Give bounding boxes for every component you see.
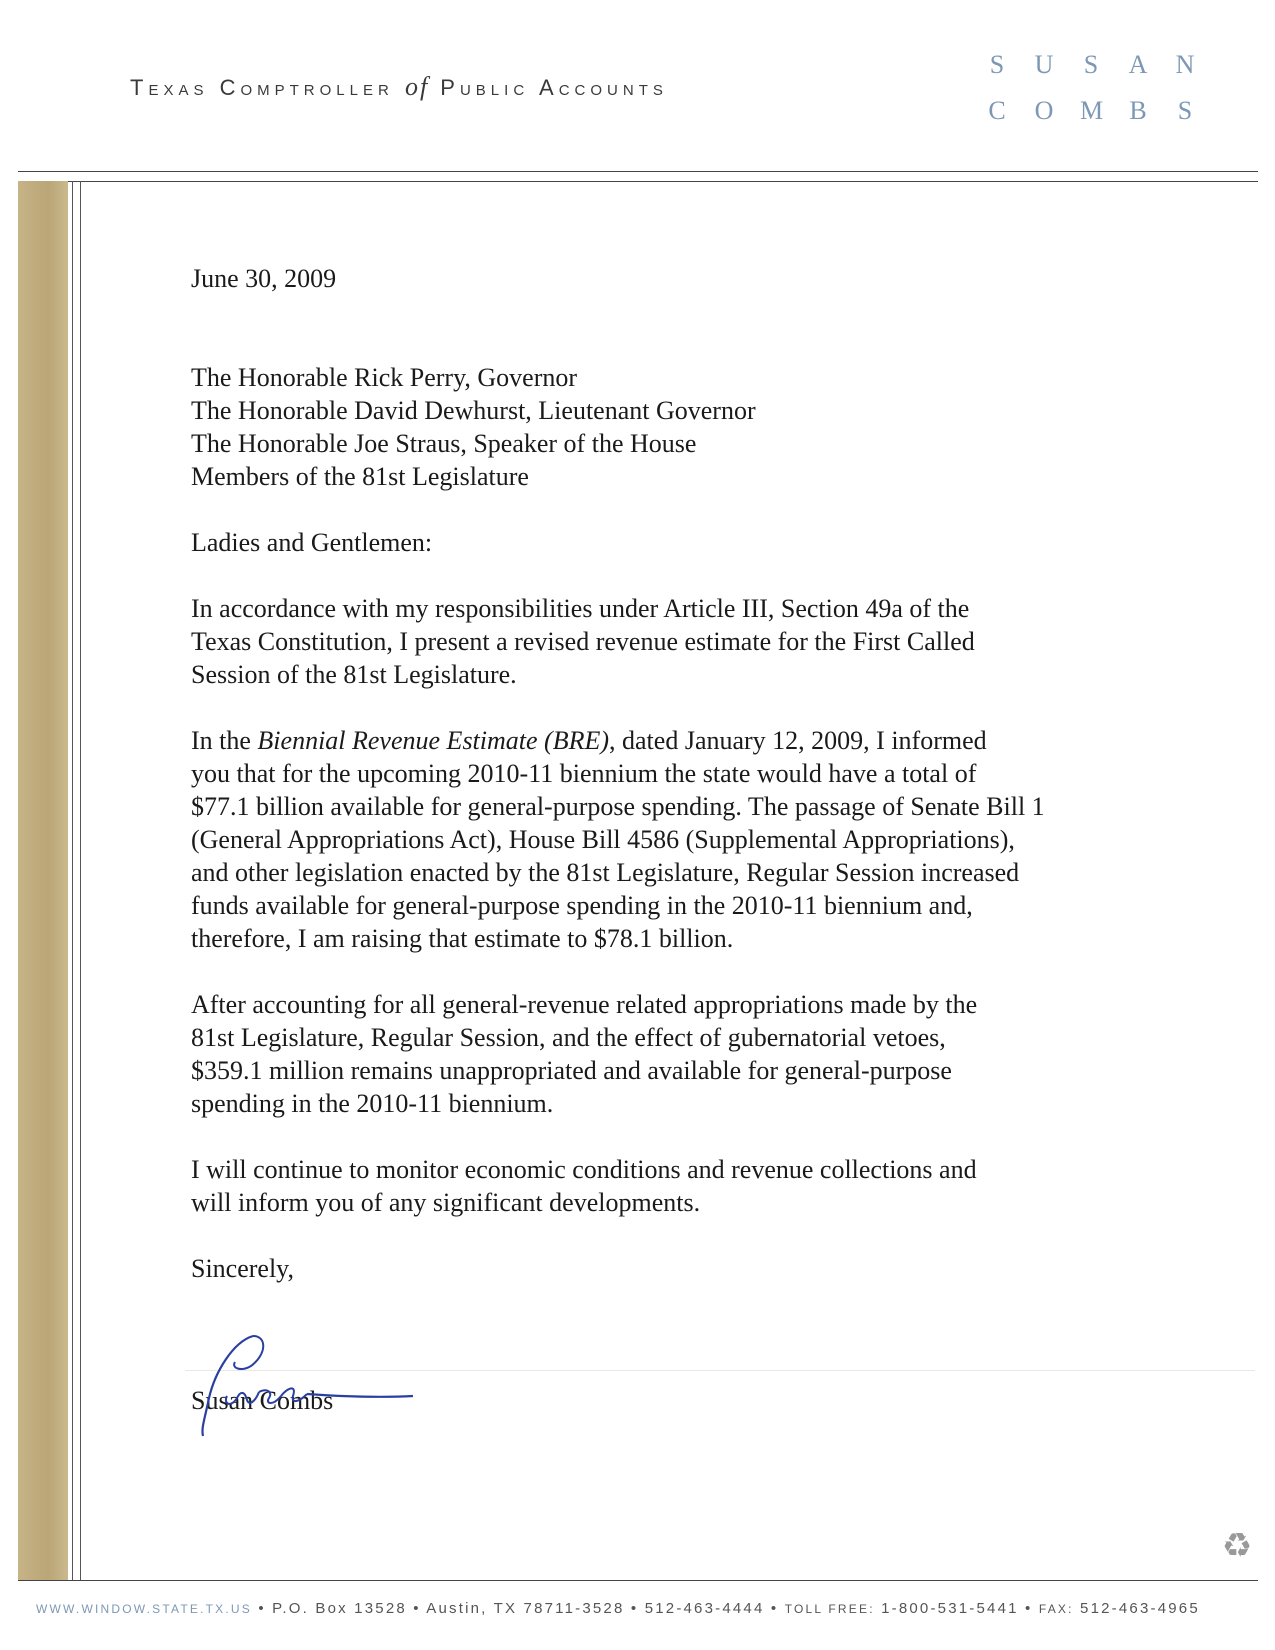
paragraph-1 bbox=[191, 592, 1171, 691]
handwritten-signature bbox=[175, 1332, 435, 1442]
footer-website-link[interactable]: WWW.WINDOW.STATE.TX.US bbox=[36, 1602, 252, 1616]
name-letter: B bbox=[1129, 96, 1147, 125]
bre-title: Biennial Revenue Estimate (BRE) bbox=[257, 726, 610, 755]
text-line: therefore, I am raising that estimate to $78.1 billion. bbox=[191, 924, 734, 953]
agency-title bbox=[130, 72, 668, 102]
footer-divider bbox=[18, 1580, 1258, 1581]
agency-title-part2: Public Accounts bbox=[440, 75, 668, 100]
footer-fax: 512-463-4965 bbox=[1080, 1600, 1200, 1617]
text-line: I will continue to monitor economic conditions and revenue collections and bbox=[191, 1155, 977, 1184]
paragraph-2 bbox=[191, 724, 1171, 955]
text-line: $77.1 billion available for general-purpose spending. The passage of Senate Bill 1 bbox=[191, 792, 1045, 821]
footer-toll-free: 1-800-531-5441 • bbox=[881, 1600, 1033, 1617]
text-line: spending in the 2010-11 biennium. bbox=[191, 1089, 554, 1118]
name-letter: C bbox=[988, 96, 1006, 125]
name-letter: N bbox=[1175, 50, 1195, 79]
letter-body bbox=[191, 262, 1171, 1417]
text-line: 81st Legislature, Regular Session, and the effect of gubernatorial vetoes, bbox=[191, 1023, 946, 1052]
margin-rule bbox=[72, 181, 73, 1581]
text-line: will inform you of any significant developments. bbox=[191, 1188, 701, 1217]
recycle-icon: ♻ bbox=[1221, 1526, 1253, 1566]
footer-toll-free-label: TOLL FREE: bbox=[784, 1602, 875, 1616]
text-line: funds available for general-purpose spending in the 2010-11 biennium and, bbox=[191, 891, 973, 920]
name-row-first bbox=[986, 50, 1196, 96]
name-letter: U bbox=[1034, 50, 1054, 79]
name-letter: S bbox=[1177, 96, 1193, 125]
text-line: $359.1 million remains unappropriated and available for general-purpose bbox=[191, 1056, 952, 1085]
salutation: Ladies and Gentlemen: bbox=[191, 528, 433, 557]
margin-rule bbox=[80, 181, 81, 1581]
letter-date: June 30, 2009 bbox=[191, 264, 337, 293]
name-letter: M bbox=[1080, 96, 1104, 125]
footer-contact bbox=[36, 1600, 1256, 1617]
name-letter: S bbox=[989, 50, 1005, 79]
paragraph-4 bbox=[191, 1153, 1171, 1219]
name-letter: S bbox=[1083, 50, 1099, 79]
header-divider-inner bbox=[18, 181, 1258, 182]
recipient-line: Members of the 81st Legislature bbox=[191, 462, 529, 491]
agency-title-part1: Texas Comptroller bbox=[130, 75, 394, 100]
footer-fax-label: FAX: bbox=[1038, 1602, 1074, 1616]
comptroller-name-block bbox=[986, 50, 1196, 142]
recipient-line: The Honorable Joe Straus, Speaker of the House bbox=[191, 429, 697, 458]
header-divider bbox=[18, 171, 1258, 172]
text-line bbox=[191, 724, 1171, 757]
text-line: In accordance with my responsibilities under Article III, Section 49a of the bbox=[191, 594, 970, 623]
text-line: you that for the upcoming 2010-11 biennium the state would have a total of bbox=[191, 759, 977, 788]
signer-name: Susan Combs bbox=[191, 1386, 334, 1415]
paragraph-3 bbox=[191, 988, 1171, 1120]
text-line: Session of the 81st Legislature. bbox=[191, 660, 517, 689]
footer-address: • P.O. Box 13528 • Austin, TX 78711-3528 • 512-463-4444 • bbox=[258, 1600, 779, 1617]
name-row-last bbox=[986, 96, 1196, 142]
name-letter: A bbox=[1128, 50, 1148, 79]
text-line: Texas Constitution, I present a revised revenue estimate for the First Called bbox=[191, 627, 975, 656]
text-line: (General Appropriations Act), House Bill 4586 (Supplemental Appropriations), bbox=[191, 825, 1015, 854]
recipient-line: The Honorable Rick Perry, Governor bbox=[191, 363, 578, 392]
recipients-block bbox=[191, 361, 1171, 493]
recipient-line: The Honorable David Dewhurst, Lieutenant Governor bbox=[191, 396, 756, 425]
text-line: and other legislation enacted by the 81st Legislature, Regular Session increased bbox=[191, 858, 1020, 887]
name-letter: O bbox=[1034, 96, 1054, 125]
margin-gold-bar bbox=[18, 181, 68, 1581]
text-line: After accounting for all general-revenue related appropriations made by the bbox=[191, 990, 978, 1019]
text-segment: , dated January 12, 2009, I informed bbox=[609, 726, 987, 755]
closing: Sincerely, bbox=[191, 1254, 294, 1283]
text-segment: In the bbox=[191, 726, 258, 755]
agency-title-of: of bbox=[404, 72, 430, 101]
